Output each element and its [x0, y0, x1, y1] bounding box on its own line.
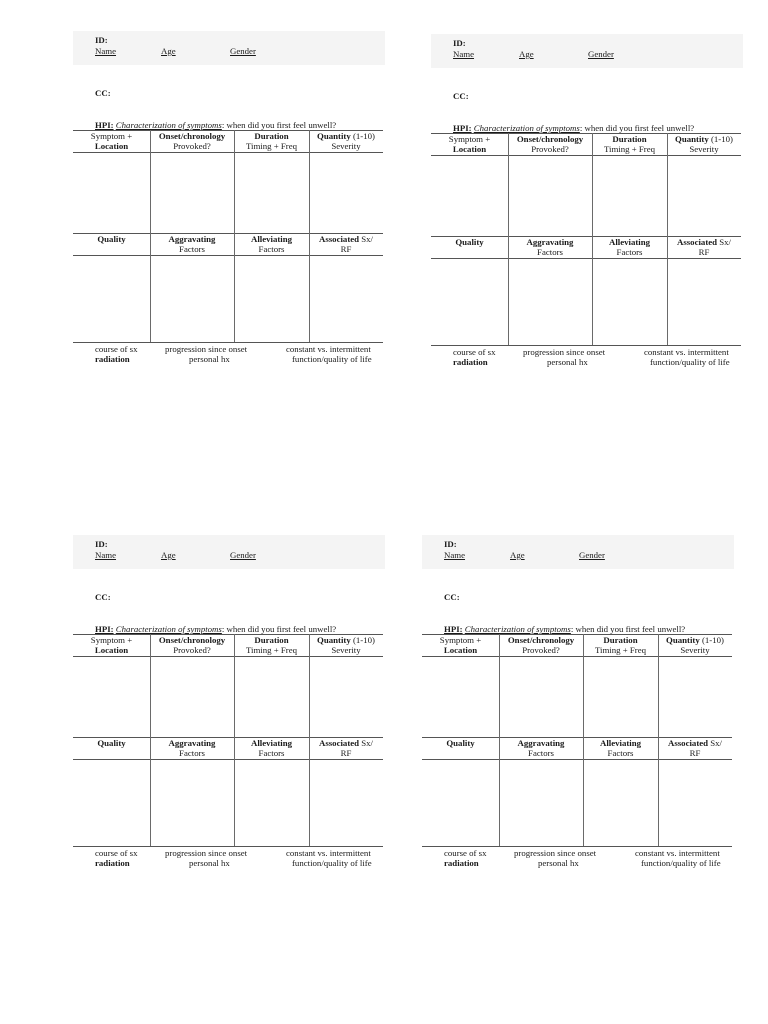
associated-bold: Associated [318, 234, 360, 244]
aggravating-factors-header: Factors [179, 748, 205, 758]
hpi-form-card-top-right [431, 34, 743, 372]
table-bottom-rule [73, 342, 383, 343]
associated-header [658, 738, 732, 748]
hpi-italic: Characterization of symptoms [473, 123, 580, 133]
footer-radiation: radiation [95, 858, 130, 868]
cc-label: CC: [453, 91, 469, 101]
alleviating-factors-header: Factors [616, 247, 643, 257]
cc-label: CC: [444, 592, 460, 602]
hpi-line [95, 624, 336, 634]
alleviating-factors-header: Factors [607, 748, 634, 758]
hpi-italic: Characterization of symptoms [464, 624, 571, 634]
quantity-header [658, 635, 732, 645]
onset-header: Onset/chronology [516, 134, 584, 144]
symptom-header: Symptom + [439, 635, 482, 645]
location-header: Location [443, 645, 478, 655]
hpi-italic: Characterization of symptoms [115, 120, 222, 130]
age-label: Age [510, 550, 525, 560]
header-shade [73, 31, 385, 65]
severity-header: Severity [331, 645, 361, 655]
quantity-scale: (1-10) [350, 635, 375, 645]
associated-header [667, 237, 741, 247]
footer-constant: constant vs. intermittent [635, 848, 720, 858]
age-label: Age [161, 550, 176, 560]
footer-course: course of sx [95, 344, 138, 354]
row2-header-rule [73, 759, 383, 760]
hpi-question: : when did you first feel unwell? [570, 624, 686, 634]
footer-progression: progression since onset [514, 848, 597, 858]
row2-header-rule [431, 258, 741, 259]
associated-bold: Associated [667, 738, 709, 748]
provoked-header: Provoked? [522, 645, 560, 655]
severity-header: Severity [331, 141, 361, 151]
hpi-form-card-bottom-right [422, 535, 734, 873]
severity-header: Severity [680, 645, 710, 655]
timing-header: Timing + Freq [603, 144, 656, 154]
footer-function: function/quality of life [292, 354, 372, 364]
row2-header-rule [73, 255, 383, 256]
aggravating-header: Aggravating [168, 234, 216, 244]
hpi-label: HPI: [444, 624, 463, 634]
footer-function: function/quality of life [650, 357, 730, 367]
quality-header: Quality [97, 234, 126, 244]
quantity-scale: (1-10) [350, 131, 375, 141]
rf-header: RF [340, 748, 352, 758]
location-header: Location [94, 141, 129, 151]
alleviating-header: Alleviating [599, 738, 642, 748]
provoked-header: Provoked? [173, 645, 211, 655]
symptom-header: Symptom + [90, 131, 133, 141]
quantity-header [667, 134, 741, 144]
quantity-bold: Quantity [317, 131, 351, 141]
row1-header-rule [431, 155, 741, 156]
duration-header: Duration [254, 131, 289, 141]
hpi-line [95, 120, 336, 130]
provoked-header: Provoked? [173, 141, 211, 151]
timing-header: Timing + Freq [594, 645, 647, 655]
footer-progression: progression since onset [165, 848, 248, 858]
id-label: ID: [95, 35, 108, 45]
footer-radiation: radiation [453, 357, 488, 367]
hpi-form-card-bottom-left [73, 535, 385, 873]
footer-function: function/quality of life [292, 858, 372, 868]
header-shade [431, 34, 743, 68]
quality-header: Quality [446, 738, 475, 748]
row1-header-rule [73, 656, 383, 657]
aggravating-header: Aggravating [526, 237, 574, 247]
hpi-line [453, 123, 694, 133]
footer-personal-hx: personal hx [189, 354, 230, 364]
aggravating-header: Aggravating [168, 738, 216, 748]
name-label: Name [95, 46, 117, 56]
associated-bold: Associated [676, 237, 718, 247]
associated-rest: Sx/ [359, 738, 373, 748]
footer-progression: progression since onset [165, 344, 248, 354]
hpi-label: HPI: [453, 123, 472, 133]
quantity-bold: Quantity [317, 635, 351, 645]
duration-header: Duration [254, 635, 289, 645]
footer-personal-hx: personal hx [189, 858, 230, 868]
associated-bold: Associated [318, 738, 360, 748]
quantity-scale: (1-10) [699, 635, 724, 645]
timing-header: Timing + Freq [245, 645, 298, 655]
gender-label: Gender [579, 550, 605, 560]
hpi-label: HPI: [95, 624, 114, 634]
header-shade [73, 535, 385, 569]
header-shade [422, 535, 734, 569]
footer-course: course of sx [444, 848, 487, 858]
footer-constant: constant vs. intermittent [286, 848, 371, 858]
alleviating-header: Alleviating [250, 738, 293, 748]
gender-label: Gender [588, 49, 614, 59]
symptom-header: Symptom + [448, 134, 491, 144]
name-label: Name [453, 49, 475, 59]
timing-header: Timing + Freq [245, 141, 298, 151]
id-label: ID: [95, 539, 108, 549]
rf-header: RF [698, 247, 710, 257]
row1-header-rule [422, 656, 732, 657]
associated-rest: Sx/ [717, 237, 731, 247]
name-label: Name [444, 550, 466, 560]
symptom-header: Symptom + [90, 635, 133, 645]
hpi-question: : when did you first feel unwell? [221, 624, 337, 634]
table-bottom-rule [431, 345, 741, 346]
onset-header: Onset/chronology [158, 131, 226, 141]
hpi-question: : when did you first feel unwell? [579, 123, 695, 133]
hpi-form-card-top-left [73, 31, 385, 369]
quantity-scale: (1-10) [708, 134, 733, 144]
location-header: Location [94, 645, 129, 655]
footer-radiation: radiation [444, 858, 479, 868]
footer-personal-hx: personal hx [547, 357, 588, 367]
duration-header: Duration [612, 134, 647, 144]
alleviating-header: Alleviating [608, 237, 651, 247]
rf-header: RF [340, 244, 352, 254]
quantity-bold: Quantity [666, 635, 700, 645]
hpi-italic: Characterization of symptoms [115, 624, 222, 634]
alleviating-header: Alleviating [250, 234, 293, 244]
severity-header: Severity [689, 144, 719, 154]
name-label: Name [95, 550, 117, 560]
alleviating-factors-header: Factors [258, 748, 285, 758]
quality-header: Quality [97, 738, 126, 748]
footer-course: course of sx [95, 848, 138, 858]
hpi-label: HPI: [95, 120, 114, 130]
quantity-header [309, 635, 383, 645]
footer-personal-hx: personal hx [538, 858, 579, 868]
gender-label: Gender [230, 550, 256, 560]
quality-header: Quality [455, 237, 484, 247]
row1-header-rule [73, 152, 383, 153]
provoked-header: Provoked? [531, 144, 569, 154]
aggravating-factors-header: Factors [179, 244, 205, 254]
quantity-header [309, 131, 383, 141]
footer-progression: progression since onset [523, 347, 606, 357]
hpi-question: : when did you first feel unwell? [221, 120, 337, 130]
footer-radiation: radiation [95, 354, 130, 364]
age-label: Age [161, 46, 176, 56]
table-bottom-rule [422, 846, 732, 847]
hpi-line [444, 624, 685, 634]
location-header: Location [452, 144, 487, 154]
onset-header: Onset/chronology [507, 635, 575, 645]
associated-rest: Sx/ [708, 738, 722, 748]
aggravating-header: Aggravating [517, 738, 565, 748]
footer-constant: constant vs. intermittent [644, 347, 729, 357]
row2-header-rule [422, 759, 732, 760]
associated-rest: Sx/ [359, 234, 373, 244]
aggravating-factors-header: Factors [537, 247, 563, 257]
gender-label: Gender [230, 46, 256, 56]
id-label: ID: [444, 539, 457, 549]
id-label: ID: [453, 38, 466, 48]
table-bottom-rule [73, 846, 383, 847]
footer-function: function/quality of life [641, 858, 721, 868]
aggravating-factors-header: Factors [528, 748, 554, 758]
rf-header: RF [689, 748, 701, 758]
associated-header [309, 234, 383, 244]
associated-header [309, 738, 383, 748]
duration-header: Duration [603, 635, 638, 645]
cc-label: CC: [95, 592, 111, 602]
footer-course: course of sx [453, 347, 496, 357]
age-label: Age [519, 49, 534, 59]
cc-label: CC: [95, 88, 111, 98]
quantity-bold: Quantity [675, 134, 709, 144]
alleviating-factors-header: Factors [258, 244, 285, 254]
footer-constant: constant vs. intermittent [286, 344, 371, 354]
onset-header: Onset/chronology [158, 635, 226, 645]
